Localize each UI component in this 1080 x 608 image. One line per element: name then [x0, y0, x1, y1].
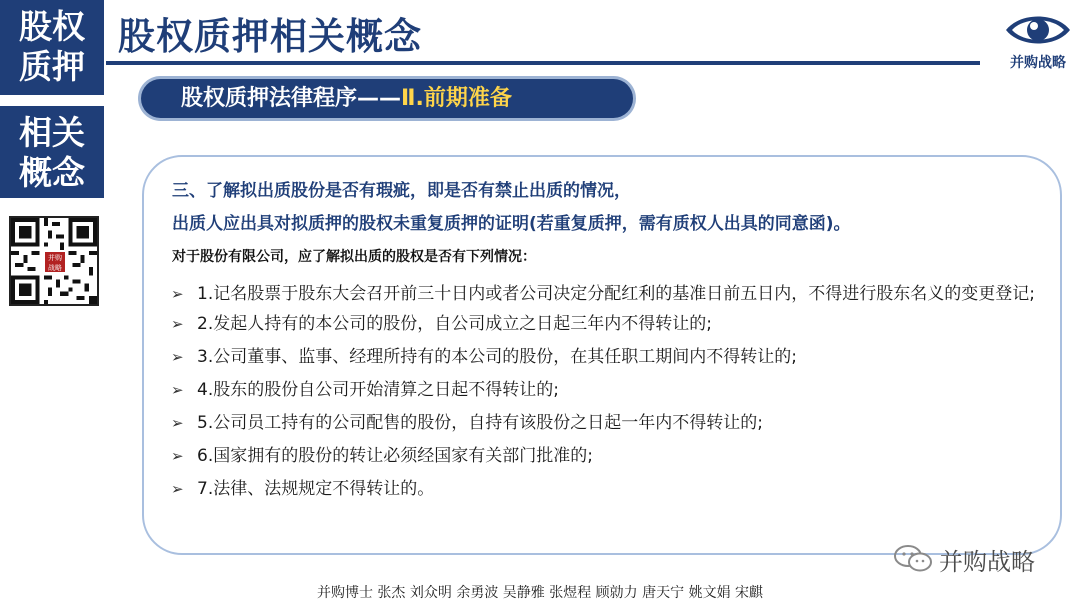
wechat-icon	[893, 544, 933, 574]
sidebar-title-line-2: 质押	[19, 47, 85, 86]
list-item: ➢ 3.公司董事、监事、经理所持有的本公司的股份，在其任职工期间内不得转让的;	[171, 347, 797, 367]
section-banner	[138, 76, 636, 121]
sidebar-subtitle-line-2: 概念	[19, 153, 85, 192]
brand-logo-text: 并购战略	[1010, 55, 1066, 71]
content-intro: 对于股份有限公司，应了解拟出质的股权是否有下列情况：	[172, 249, 536, 265]
list-item: ➢ 2.发起人持有的本公司的股份，自公司成立之日起三年内不得转让的;	[171, 314, 712, 334]
bullet-arrow-icon: ➢	[171, 381, 184, 399]
watermark-text: 并购战略	[939, 547, 1035, 576]
wechat-watermark	[893, 541, 1035, 577]
bullet-arrow-icon: ➢	[171, 447, 184, 465]
sidebar-subtitle-block	[0, 106, 104, 198]
sidebar-title-line-1: 股权	[19, 7, 85, 46]
section-banner-accent: Ⅱ.前期准备	[401, 86, 512, 111]
content-heading-1: 三、了解拟出质股份是否有瑕疵，即是否有禁止出质的情况，	[172, 181, 631, 201]
header-divider	[106, 61, 980, 65]
eye-icon	[1000, 8, 1076, 52]
list-item: ➢ 1.记名股票于股东大会召开前三十日内或者公司决定分配红利的基准日前五日内，不得进行股东名义的变更登记;	[171, 284, 1035, 304]
qr-code	[9, 216, 99, 306]
bullet-arrow-icon: ➢	[171, 414, 184, 432]
bullet-arrow-icon: ➢	[171, 285, 184, 303]
list-item: ➢ 7.法律、法规规定不得转让的。	[171, 479, 435, 499]
list-item: ➢ 4.股东的股份自公司开始清算之日起不得转让的;	[171, 380, 559, 400]
qr-logo-badge: 并购 战略	[43, 250, 67, 274]
bullet-arrow-icon: ➢	[171, 480, 184, 498]
page-title: 股权质押相关概念	[118, 15, 422, 58]
footer-authors: 并购博士 张杰 刘众明 余勇波 吴静雅 张煜程 顾勍力 唐天宁 姚文娟 宋麒	[316, 585, 764, 601]
section-banner-title: 股权质押法律程序——	[181, 86, 402, 111]
list-item: ➢ 6.国家拥有的股份的转让必须经国家有关部门批准的;	[171, 446, 593, 466]
content-heading-2: 出质人应出具对拟质押的股权未重复质押的证明(若重复质押，需有质权人出具的同意函)。	[172, 214, 851, 234]
bullet-arrow-icon: ➢	[171, 348, 184, 366]
condition-list	[171, 282, 1051, 510]
list-item: ➢ 5.公司员工持有的公司配售的股份，自持有该股份之日起一年内不得转让的;	[171, 413, 763, 433]
sidebar-subtitle-line-1: 相关	[19, 113, 85, 152]
bullet-arrow-icon: ➢	[171, 315, 184, 333]
sidebar-title-block	[0, 0, 104, 95]
brand-logo	[1000, 8, 1076, 76]
